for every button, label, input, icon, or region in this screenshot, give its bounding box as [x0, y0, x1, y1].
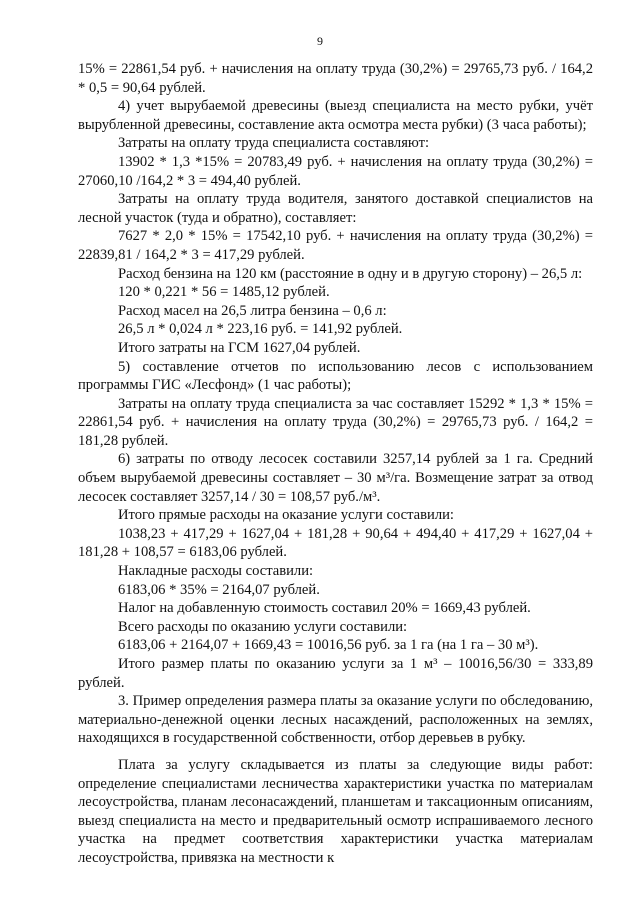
- body-text: [78, 60, 593, 868]
- paragraph: 6) затраты по отводу лесосек составили 3257,14 рублей за 1 га. Средний объем вырубаемой древесины составляет – 30 м³/га. Возмещение затрат за отвод лесосек составляет 3257,14 / 30 = 108,57 руб./м³.: [78, 451, 593, 505]
- paragraph: Итого прямые расходы на оказание услуги составили:: [118, 507, 454, 524]
- paragraph: 4) учет вырубаемой древесины (выезд специалиста на место рубки, учёт вырубленной древесины, составление акта осмотра места рубки) (3 часа работы);: [78, 98, 593, 133]
- paragraph: 1038,23 + 417,29 + 1627,04 + 181,28 + 90,64 + 494,40 + 417,29 + 1627,04 + 181,28 + 108,57 = 6183,06 рублей.: [78, 525, 593, 561]
- paragraph: Расход масел на 26,5 литра бензина – 0,6 л:: [118, 302, 387, 319]
- paragraph: Затраты на оплату труда специалиста составляют:: [118, 135, 430, 152]
- paragraph: Плата за услугу складывается из платы за следующие виды работ: определение специалистами лесничества характеристики участка по материалам лесоустройства, планам лесонасаждений, планшетам и таксационным описаниям, выезд специалиста на место и предварительный осмотр испрашиваемого лесного участка на предмет соответствия характеристики участка материалам лесоустройства, привязка на местности к: [78, 756, 593, 866]
- paragraph: 5) составление отчетов по использованию лесов с использованием программы ГИС «Лесфонд» (1 час работы);: [78, 358, 593, 394]
- paragraph: Итого затраты на ГСМ 1627,04 рублей.: [118, 339, 361, 356]
- paragraph: Всего расходы по оказанию услуги составили:: [118, 618, 408, 635]
- paragraph: Расход бензина на 120 км (расстояние в одну и в другую сторону) – 26,5 л:: [118, 265, 583, 282]
- paragraph: Налог на добавленную стоимость составил 20% = 1669,43 рублей.: [118, 600, 531, 617]
- paragraph: 7627 * 2,0 * 15% = 17542,10 руб. + начисления на оплату труда (30,2%) = 22839,81 / 164,2 * 3 = 417,29 рублей.: [78, 228, 593, 263]
- paragraph: 26,5 л * 0,024 л * 223,16 руб. = 141,92 рублей.: [118, 321, 403, 338]
- paragraph: 13902 * 1,3 *15% = 20783,49 руб. + начисления на оплату труда (30,2%) = 27060,10 /164,2 * 3 = 494,40 рублей.: [78, 153, 593, 189]
- paragraph: 15% = 22861,54 руб. + начисления на оплату труда (30,2%) = 29765,73 руб. / 164,2 * 0,5 = 90,64 рублей.: [78, 61, 593, 96]
- paragraph: Итого размер платы по оказанию услуги за 1 м³ – 10016,56/30 = 333,89 рублей.: [78, 656, 593, 691]
- paragraph: 3. Пример определения размера платы за оказание услуги по обследованию, материально-денежной оценки лесных насаждений, расположенных на землях, находящихся в государственной собственности, отбор деревьев в рубку.: [78, 693, 593, 747]
- paragraph: Затраты на оплату труда специалиста за час составляет 15292 * 1,3 * 15% = 22861,54 руб. + начисления на оплату труда (30,2%) = 29765,73 руб. / 164,2 = 181,28 рублей.: [78, 395, 593, 449]
- paragraph: 6183,06 * 35% = 2164,07 рублей.: [118, 581, 320, 598]
- paragraph: Накладные расходы составили:: [118, 563, 314, 580]
- page-number: 9: [317, 34, 323, 48]
- paragraph: 6183,06 + 2164,07 + 1669,43 = 10016,56 руб. за 1 га (на 1 га – 30 м³).: [118, 637, 539, 654]
- paragraph: Затраты на оплату труда водителя, занятого доставкой специалистов на лесной участок (туда и обратно), составляет:: [78, 191, 593, 226]
- paragraph: 120 * 0,221 * 56 = 1485,12 рублей.: [118, 284, 330, 301]
